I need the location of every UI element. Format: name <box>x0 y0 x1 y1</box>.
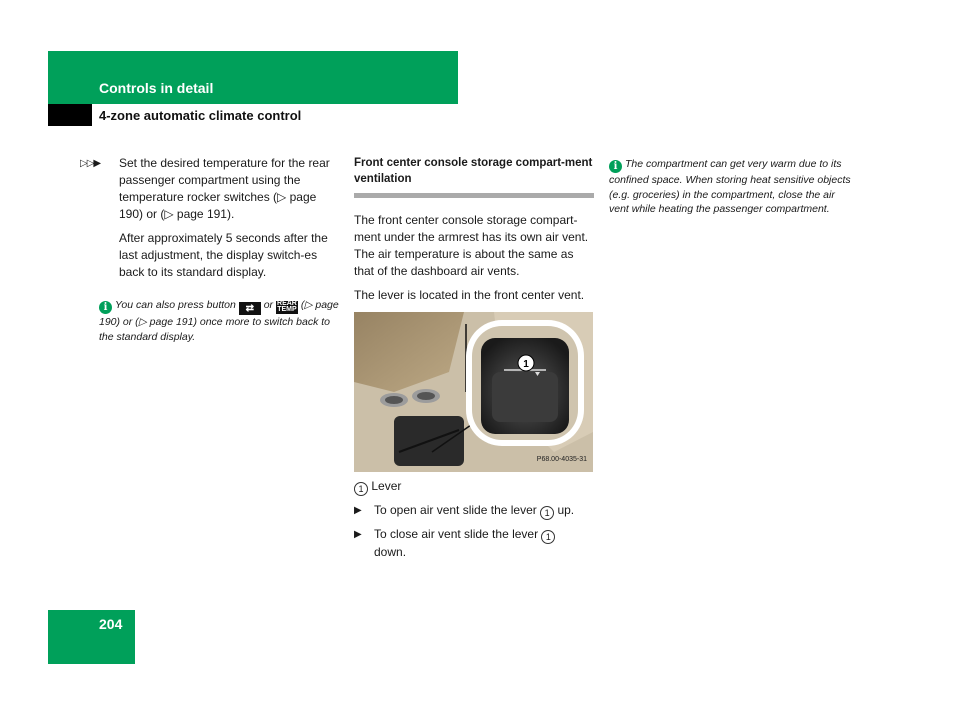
bullet-arrow-icon: ▶ <box>354 505 362 516</box>
close-vent-text: To close air vent slide the lever <box>374 527 539 541</box>
section-heading: Front center console storage compart-ment ventilation <box>354 155 594 198</box>
page-number: 204 <box>99 616 123 632</box>
open-vent-direction: up. <box>557 503 575 517</box>
column-3-note <box>609 157 854 217</box>
intro-paragraph: The front center console storage compart-ment under the armrest has its own air vent. The air temperature is about the same as that of the dashboard air vents. <box>354 213 589 278</box>
rear-climate-button-icon: ⇄ <box>239 302 261 315</box>
column-2 <box>354 155 594 561</box>
open-vent-text: To open air vent slide the lever <box>374 503 537 517</box>
info-icon: i <box>609 160 622 173</box>
legend-label: Lever <box>371 479 402 493</box>
console-vent-photo <box>354 312 593 472</box>
rear-temp-line1: REAR <box>277 299 297 307</box>
figure-legend <box>354 478 594 496</box>
note-text-b: (▷ page 190) or (▷ page 191) once more to switch back to the standard display. <box>99 299 339 343</box>
continuation-marker-icon: ▷▷▶ <box>80 158 101 169</box>
close-vent-direction: down. <box>374 545 407 559</box>
subsection-title: 4-zone automatic climate control <box>99 108 302 123</box>
rear-temp-line2: TEMP <box>277 306 297 313</box>
info-note <box>80 298 342 344</box>
lever-callout: 1 <box>540 506 554 520</box>
open-vent-step <box>354 502 594 520</box>
info-icon: i <box>99 301 112 314</box>
warm-compartment-note: The compartment can get very warm due to its confined space. When storing heat sensitive objects (e.g. groceries) in the compartment, close the air vent while heating the passenger compartment. <box>609 158 851 215</box>
step-followup: After approximately 5 seconds after the last adjustment, the display switch-es back to its standard display. <box>119 231 328 279</box>
lever-location-paragraph: The lever is located in the front center vent. <box>354 288 585 302</box>
legend-callout: 1 <box>354 482 368 496</box>
note-text-a: You can also press button <box>115 299 236 311</box>
note-or: or <box>263 299 274 311</box>
lever-callout: 1 <box>541 530 555 544</box>
rear-temp-button-icon <box>276 301 298 314</box>
section-title: Controls in detail <box>99 80 214 96</box>
console-illustration <box>354 312 593 472</box>
instruction-step <box>80 155 342 223</box>
close-vent-step <box>354 526 594 561</box>
bullet-arrow-icon: ▶ <box>354 529 362 540</box>
header-bar <box>48 51 458 104</box>
subsection-tab <box>48 104 92 126</box>
figure-callout-1: 1 <box>523 359 529 370</box>
column-1 <box>80 155 342 344</box>
step-text: Set the desired temperature for the rear passenger compartment using the temperature rocker switches (▷ page 190) or (▷ page 191). <box>119 156 330 221</box>
figure-code: P68.00-4035-31 <box>536 456 587 463</box>
